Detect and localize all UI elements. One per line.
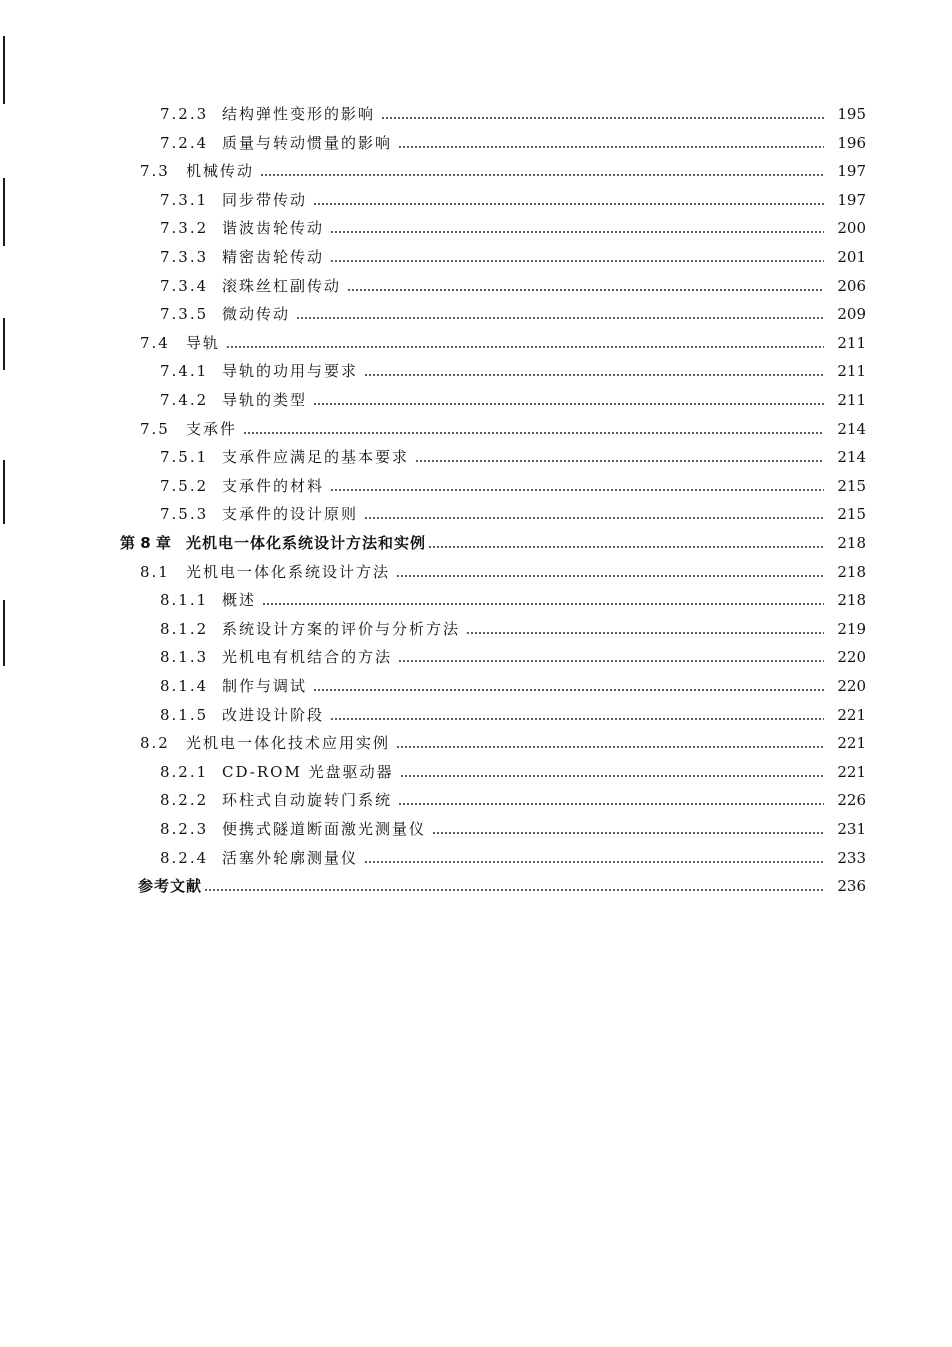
toc-entry-page: 221 — [837, 734, 866, 753]
toc-entry-number: 7.3.4 — [160, 276, 209, 295]
toc-entry-title: 光机电一体化系统设计方法和实例 — [186, 534, 427, 552]
dot-leader — [347, 289, 824, 291]
toc-entry-number: 8.1.2 — [160, 619, 209, 638]
toc-entry-title: 环柱式自动旋转门系统 — [222, 791, 393, 810]
toc-entry[interactable] — [160, 496, 866, 524]
toc-entry[interactable] — [160, 697, 866, 725]
toc-entry[interactable] — [160, 668, 866, 696]
toc-entry[interactable] — [160, 182, 866, 210]
toc-entry[interactable] — [140, 153, 866, 181]
toc-entry-number: 7.4.1 — [160, 362, 209, 381]
toc-entry-page: 209 — [837, 305, 866, 324]
toc-entry-title: 支承件 — [186, 419, 238, 438]
toc-entry-page: 218 — [837, 534, 866, 552]
toc-entry-page: 214 — [837, 448, 866, 467]
toc-entry-page: 211 — [837, 362, 866, 381]
dot-leader — [204, 889, 824, 891]
toc-entry-title: 谐波齿轮传动 — [222, 219, 325, 238]
toc-entry[interactable] — [160, 353, 866, 381]
toc-entry[interactable] — [140, 725, 866, 753]
toc-entry-page: 220 — [837, 648, 866, 667]
dot-leader — [330, 489, 824, 491]
scan-edge-mark — [3, 600, 5, 666]
toc-entry[interactable] — [140, 325, 866, 353]
toc-entry-number: 8.2.1 — [160, 762, 209, 781]
toc-entry-number: 7.5.2 — [160, 476, 209, 495]
dot-leader — [313, 403, 824, 405]
toc-entry[interactable] — [160, 468, 866, 496]
toc-entry-number: 8.1.3 — [160, 648, 209, 667]
toc-entry[interactable] — [160, 782, 866, 810]
dot-leader — [398, 803, 824, 805]
toc-entry-number: 8.1.4 — [160, 677, 209, 695]
toc-entry-number: 7.3.5 — [160, 305, 209, 324]
toc-entry-number: 7.3.2 — [160, 219, 209, 238]
toc-entry-title: 微动传动 — [222, 305, 291, 324]
toc-entry-title: 概述 — [222, 591, 257, 610]
toc-entry-number: 8.2 — [140, 734, 170, 753]
toc-entry[interactable] — [160, 239, 866, 267]
dot-leader — [400, 775, 824, 777]
toc-entry-title: 系统设计方案的评价与分析方法 — [222, 619, 461, 638]
toc-entry-title: 精密齿轮传动 — [222, 248, 325, 266]
toc-entry-title: 支承件应满足的基本要求 — [222, 448, 410, 467]
toc-entry-number: 8.2.2 — [160, 791, 209, 810]
toc-entry[interactable] — [140, 411, 866, 439]
toc-entry-number: 7.3.3 — [160, 248, 209, 266]
toc-entry-number: 7.2.4 — [160, 133, 209, 152]
toc-entry-title: 支承件的设计原则 — [222, 505, 359, 524]
toc-entry-page: 201 — [837, 248, 866, 266]
toc-entry-title: 改进设计阶段 — [222, 705, 325, 724]
toc-entry-page: 206 — [837, 276, 866, 295]
toc-entry-title: 光机电一体化技术应用实例 — [186, 734, 391, 753]
toc-entry[interactable] — [120, 525, 866, 553]
toc-entry-title: 导轨 — [186, 333, 221, 352]
toc-entry-page: 197 — [837, 162, 866, 181]
dot-leader — [313, 203, 824, 205]
toc-entry-page: 231 — [837, 820, 866, 838]
dot-leader — [415, 460, 824, 462]
dot-leader — [226, 346, 824, 348]
toc-entry-page: 214 — [837, 419, 866, 438]
toc-entry-title: 同步带传动 — [222, 190, 308, 209]
toc-entry-number: 7.5 — [140, 419, 170, 438]
toc-entry-page: 219 — [837, 619, 866, 638]
toc-entry[interactable] — [160, 439, 866, 467]
toc-entry[interactable] — [160, 754, 866, 782]
toc-entry-number: 8.2.3 — [160, 820, 209, 838]
toc-entry[interactable] — [160, 210, 866, 238]
toc-entry[interactable] — [160, 840, 866, 868]
toc-entry-title: 机械传动 — [186, 162, 255, 181]
dot-leader — [243, 432, 824, 434]
dot-leader — [466, 632, 824, 634]
dot-leader — [313, 689, 824, 691]
toc-entry-page: 221 — [837, 705, 866, 724]
dot-leader — [330, 260, 824, 262]
toc-entry-page: 226 — [837, 791, 866, 810]
toc-entry-page: 233 — [837, 848, 866, 867]
toc-entry[interactable] — [140, 554, 866, 582]
toc-entry-page: 218 — [837, 591, 866, 610]
toc-entry[interactable] — [160, 611, 866, 639]
toc-entry[interactable] — [160, 125, 866, 153]
toc-entry-number: 8.2.4 — [160, 848, 209, 867]
toc-entry-title: 活塞外轮廓测量仪 — [222, 848, 359, 867]
toc-entry-title: 制作与调试 — [222, 677, 308, 695]
toc-entry-page: 211 — [837, 391, 866, 409]
dot-leader — [381, 117, 824, 119]
dot-leader — [364, 517, 824, 519]
dot-leader — [330, 231, 824, 233]
toc-entry-number: 7.5.1 — [160, 448, 209, 467]
toc-entry[interactable] — [160, 296, 866, 324]
toc-entry-page: 220 — [837, 677, 866, 695]
dot-leader — [262, 603, 824, 605]
dot-leader — [432, 832, 824, 834]
toc-entry[interactable] — [160, 382, 866, 410]
toc-entry[interactable] — [160, 811, 866, 839]
toc-entry-page: 197 — [837, 190, 866, 209]
toc-entry-number: 7.2.3 — [160, 105, 209, 123]
toc-entry[interactable] — [160, 96, 866, 124]
toc-entry-page: 195 — [837, 105, 866, 123]
toc-entry-title: 光机电有机结合的方法 — [222, 648, 393, 667]
toc-entry[interactable] — [138, 868, 866, 896]
dot-leader — [398, 660, 824, 662]
toc-entry-number: 8.1.5 — [160, 705, 209, 724]
toc-entry-page: 236 — [837, 877, 866, 896]
toc-entry[interactable] — [160, 268, 866, 296]
toc-entry-page: 200 — [837, 219, 866, 238]
scan-edge-mark — [3, 318, 5, 370]
toc-entry-title: 导轨的类型 — [222, 391, 308, 409]
toc-entry-title: 质量与转动惯量的影响 — [222, 133, 393, 152]
toc-entry-page: 211 — [837, 333, 866, 352]
toc-entry-title: 光机电一体化系统设计方法 — [186, 562, 391, 581]
dot-leader — [428, 546, 824, 548]
toc-entry-number: 第 8 章 — [120, 534, 171, 552]
dot-leader — [260, 174, 824, 176]
toc-entry-number: 7.4 — [140, 333, 170, 352]
dot-leader — [398, 146, 824, 148]
toc-entry-number: 8.1 — [140, 562, 170, 581]
dot-leader — [396, 575, 824, 577]
dot-leader — [330, 718, 824, 720]
toc-entry-page: 218 — [837, 562, 866, 581]
scan-edge-mark — [3, 460, 5, 524]
toc-entry-page: 215 — [837, 476, 866, 495]
toc-entry-number: 7.4.2 — [160, 391, 209, 409]
dot-leader — [296, 317, 824, 319]
toc-entry-page: 215 — [837, 505, 866, 524]
scan-edge-mark — [3, 178, 5, 246]
toc-entry-title: CD-ROM 光盘驱动器 — [222, 762, 394, 781]
toc-entry-number: 7.3.1 — [160, 190, 209, 209]
dot-leader — [364, 374, 824, 376]
dot-leader — [364, 861, 824, 863]
toc-entry-number: 7.3 — [140, 162, 170, 181]
toc-entry[interactable] — [160, 639, 866, 667]
toc-entry-number: 7.5.3 — [160, 505, 209, 524]
toc-entry[interactable] — [160, 582, 866, 610]
toc-entry-page: 196 — [837, 133, 866, 152]
toc-entry-title: 滚珠丝杠副传动 — [222, 276, 342, 295]
toc-entry-title: 结构弹性变形的影响 — [222, 105, 376, 123]
toc-entry-title: 导轨的功用与要求 — [222, 362, 359, 381]
scan-edge-mark — [3, 36, 5, 104]
dot-leader — [396, 746, 824, 748]
toc-entry-title: 支承件的材料 — [222, 476, 325, 495]
toc-entry-number: 8.1.1 — [160, 591, 209, 610]
toc-entry-title: 便携式隧道断面激光测量仪 — [222, 820, 427, 838]
toc-entry-title: 参考文献 — [138, 877, 203, 896]
toc-entry-page: 221 — [837, 762, 866, 781]
